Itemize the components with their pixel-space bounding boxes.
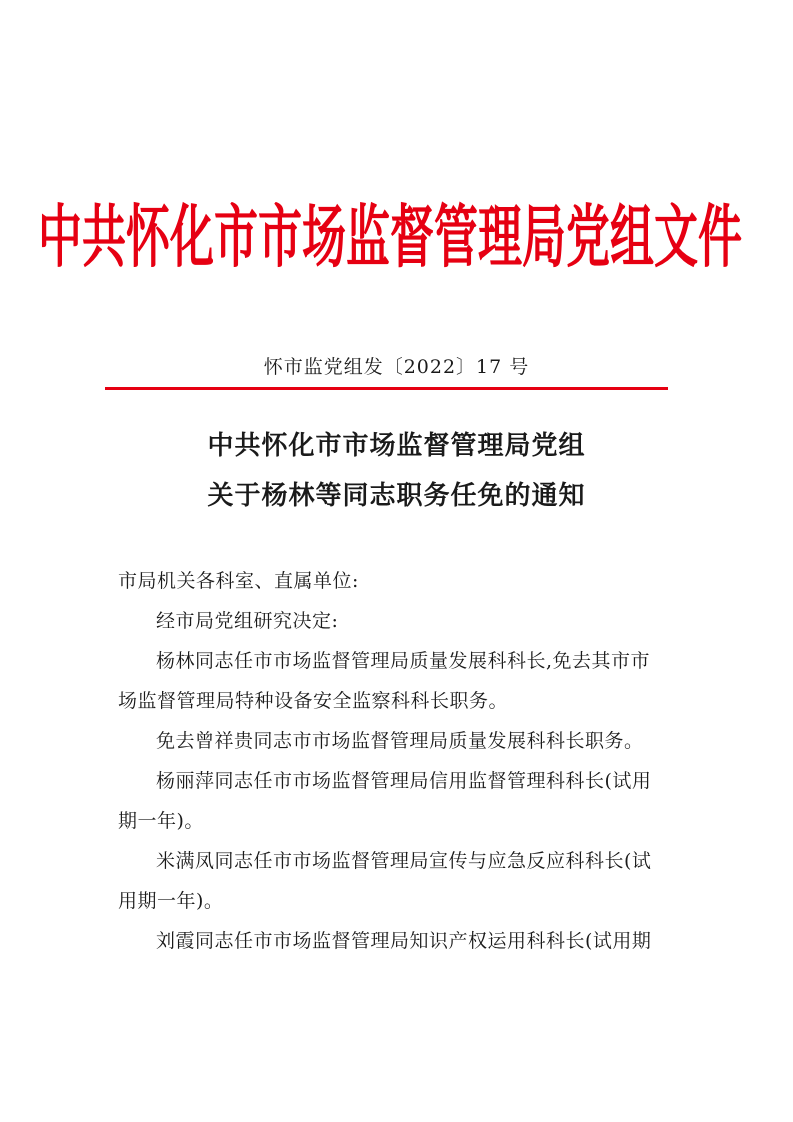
salutation: 市局机关各科室、直属单位: bbox=[118, 570, 359, 592]
paragraph-line: 杨丽萍同志任市市场监督管理局信用监督管理科科长(试用 bbox=[156, 770, 652, 792]
paragraph-line: 刘霞同志任市市场监督管理局知识产权运用科科长(试用期 bbox=[156, 930, 652, 952]
paragraph-line: 场监督管理局特种设备安全监察科科长职务。 bbox=[118, 690, 509, 712]
paragraph-line: 免去曾祥贵同志市市场监督管理局质量发展科科长职务。 bbox=[156, 730, 644, 752]
masthead-title: 中共怀化市市场监督管理局党组文件 bbox=[38, 198, 742, 278]
document-title-line-1: 中共怀化市市场监督管理局党组 bbox=[207, 431, 586, 461]
red-divider-line bbox=[105, 387, 668, 390]
paragraph-line: 经市局党组研究决定: bbox=[156, 610, 339, 632]
paragraph-line: 期一年)。 bbox=[118, 810, 204, 832]
paragraph-line: 米满凤同志任市市场监督管理局宣传与应急反应科科长(试 bbox=[156, 850, 652, 872]
document-number: 怀市监党组发〔2022〕17 号 bbox=[263, 356, 530, 378]
paragraph-line: 杨林同志任市市场监督管理局质量发展科科长,免去其市市 bbox=[156, 650, 651, 672]
paragraph-line: 用期一年)。 bbox=[118, 890, 224, 912]
document-title-line-2: 关于杨林等同志职务任免的通知 bbox=[207, 481, 586, 511]
